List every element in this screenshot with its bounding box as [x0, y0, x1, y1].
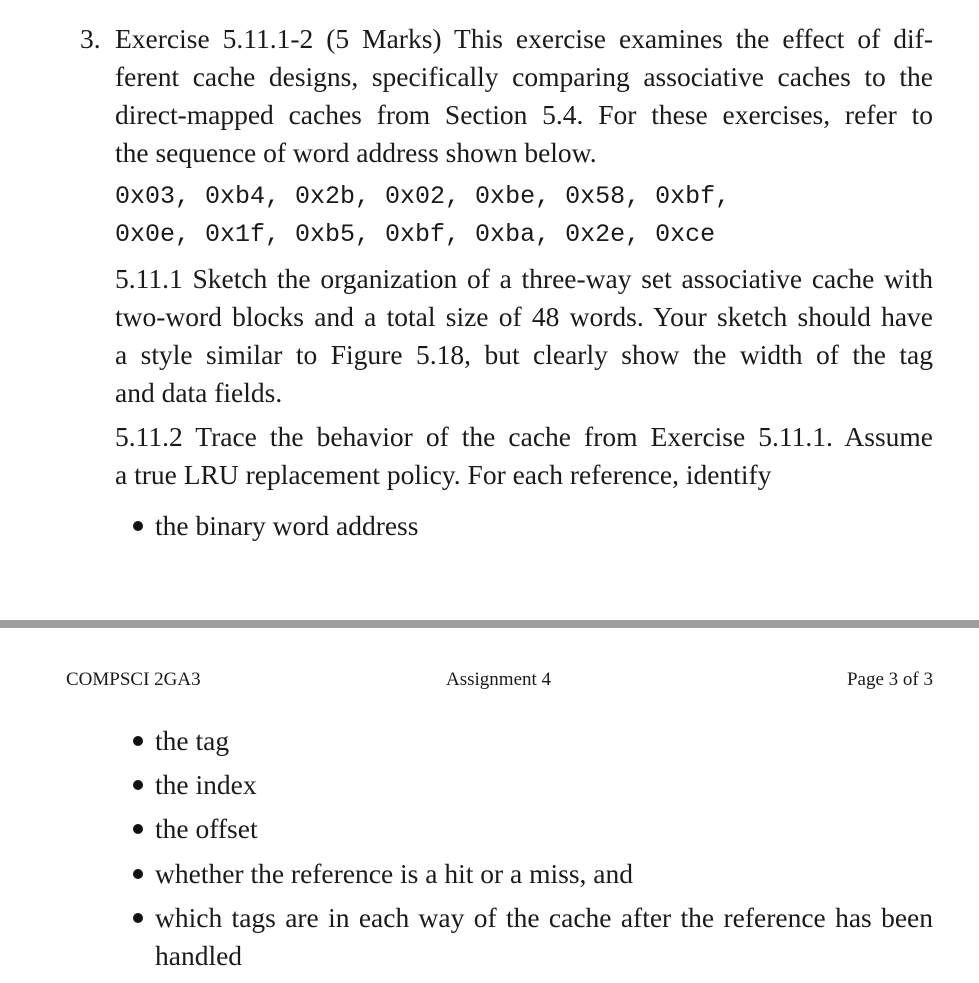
bullet-item-offset: the offset — [155, 813, 258, 844]
bullet-icon — [133, 521, 143, 531]
part1-line-2: two-word blocks and a total size of 48 words. Your sketch should have — [115, 301, 933, 332]
bullet-icon — [133, 780, 143, 790]
exercise-line-2: ferent cache designs, specifically comparing associative caches to the — [115, 61, 933, 92]
header-title: Assignment 4 — [446, 669, 552, 690]
exercise-number: 3. — [80, 23, 101, 54]
exercise-line-1: Exercise 5.11.1-2 (5 Marks) This exercise examines the effect of dif- — [115, 23, 933, 54]
part1-line-1: 5.11.1 Sketch the organization of a three-way set associative cache with — [115, 263, 933, 294]
part2-line-1: 5.11.2 Trace the behavior of the cache from Exercise 5.11.1. Assume — [115, 421, 933, 452]
bullet-item-tags-per-way: which tags are in each way of the cache after the reference has been — [155, 902, 933, 933]
bullet-item-binary-address: the binary word address — [155, 510, 419, 541]
bullet-item-hit-miss: whether the reference is a hit or a miss, and — [155, 858, 634, 889]
part1-line-3: a style similar to Figure 5.18, but clearly show the width of the tag — [115, 339, 933, 370]
bullet-icon — [133, 824, 143, 834]
header-page-number: Page 3 of 3 — [846, 669, 933, 690]
bullet-item-tag: the tag — [155, 725, 230, 756]
exercise-line-3: direct-mapped caches from Section 5.4. For these exercises, refer to — [115, 99, 933, 130]
bullet-icon — [133, 869, 143, 879]
bullet-item-continuation: handled — [155, 940, 243, 971]
bullet-icon — [133, 913, 143, 923]
part2-line-2: a true LRU replacement policy. For each reference, identify — [115, 459, 772, 490]
bullet-item-index: the index — [155, 769, 257, 800]
address-line-2: 0x0e, 0x1f, 0xb5, 0xbf, 0xba, 0x2e, 0xce — [115, 220, 716, 249]
exercise-line-4: the sequence of word address shown below. — [115, 137, 597, 168]
page-divider — [0, 620, 979, 628]
address-line-1: 0x03, 0xb4, 0x2b, 0x02, 0xbe, 0x58, 0xbf, — [115, 182, 731, 211]
part1-line-4: and data fields. — [115, 377, 283, 408]
header-course: COMPSCI 2GA3 — [66, 669, 201, 690]
bullet-icon — [133, 736, 143, 746]
